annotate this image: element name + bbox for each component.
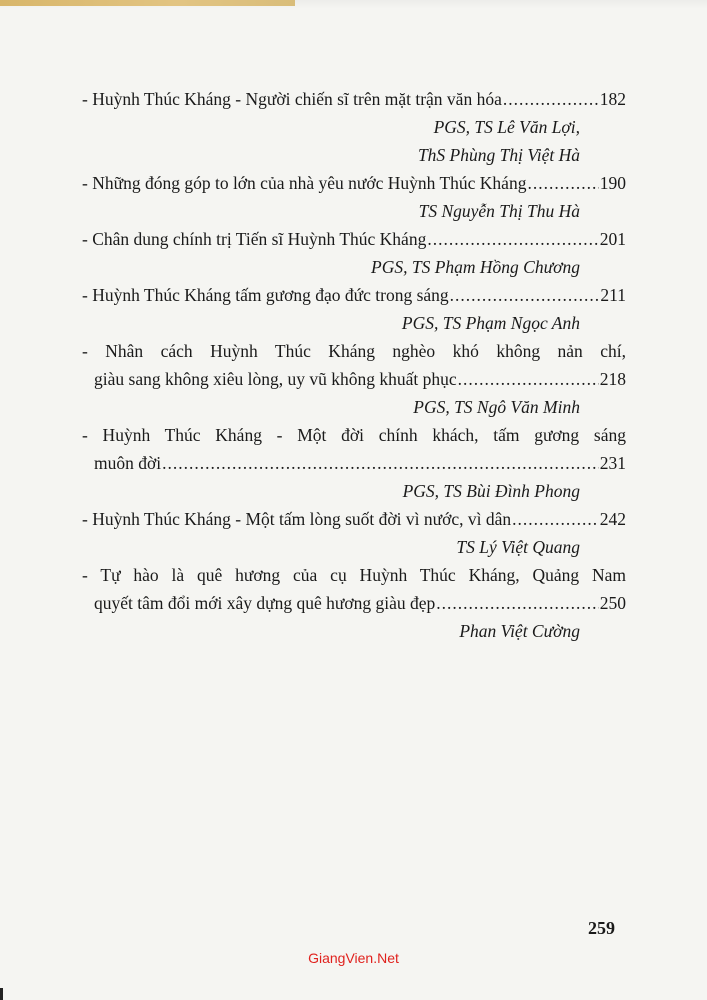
toc-entry-title: - Huỳnh Thúc Kháng - Người chiến sĩ trên mặt trận văn hóa — [82, 89, 502, 109]
dot-leader — [527, 169, 598, 197]
toc-line[interactable] — [82, 589, 626, 617]
toc-entry — [82, 337, 626, 421]
toc-entry-title: - Huỳnh Thúc Kháng - Một đời chính khách, tấm gương sáng — [82, 425, 626, 445]
toc-author: TS Lý Việt Quang — [456, 537, 580, 557]
toc-entry-title-continued: quyết tâm đổi mới xây dựng quê hương giàu đẹp — [94, 593, 436, 613]
toc-author: Phan Việt Cường — [459, 621, 580, 641]
toc-entry-title: - Huỳnh Thúc Kháng tấm gương đạo đức trong sáng — [82, 285, 449, 305]
toc-entry — [82, 281, 626, 337]
toc-line[interactable] — [82, 337, 626, 365]
toc-page-number: 190 — [599, 173, 626, 193]
toc-entry-title: - Chân dung chính trị Tiến sĩ Huỳnh Thúc Kháng — [82, 229, 427, 249]
toc-page-number: 182 — [599, 89, 626, 109]
dot-leader — [458, 365, 599, 393]
toc-author: ThS Phùng Thị Việt Hà — [417, 145, 580, 165]
watermark-link[interactable]: GiangVien.Net — [308, 950, 399, 966]
toc-line[interactable] — [82, 421, 626, 449]
toc-line[interactable] — [82, 449, 626, 477]
toc-entry-title: - Những đóng góp to lớn của nhà yêu nước Huỳnh Thúc Kháng — [82, 173, 527, 193]
table-of-contents — [82, 85, 626, 645]
dot-leader — [503, 85, 599, 113]
toc-author: PGS, TS Lê Văn Lợi, — [433, 117, 580, 137]
toc-line[interactable] — [82, 561, 626, 589]
toc-entry-title-continued: giàu sang không xiêu lòng, uy vũ không khuất phục — [94, 369, 457, 389]
toc-author: PGS, TS Phạm Hồng Chương — [371, 257, 580, 277]
toc-entry-title: - Huỳnh Thúc Kháng - Một tấm lòng suốt đời vì nước, vì dân — [82, 509, 512, 529]
toc-line[interactable] — [82, 281, 626, 309]
toc-author: PGS, TS Phạm Ngọc Anh — [401, 313, 580, 333]
toc-entry-title: - Tự hào là quê hương của cụ Huỳnh Thúc Kháng, Quảng Nam — [82, 565, 626, 585]
toc-line[interactable] — [82, 365, 626, 393]
dot-leader — [512, 505, 599, 533]
toc-entry — [82, 505, 626, 561]
toc-page-number: 211 — [600, 285, 626, 305]
toc-line[interactable] — [82, 505, 626, 533]
toc-entry-title: - Nhân cách Huỳnh Thúc Kháng nghèo khó không nản chí, — [82, 341, 626, 361]
cover-color-strip — [0, 0, 295, 6]
toc-entry — [82, 169, 626, 225]
toc-entry — [82, 421, 626, 505]
toc-page-number: 250 — [599, 593, 626, 613]
toc-line[interactable] — [82, 225, 626, 253]
toc-page-number: 201 — [599, 229, 626, 249]
page-number: 259 — [588, 918, 615, 938]
toc-entry-title-continued: muôn đời — [94, 453, 162, 473]
toc-page-number: 231 — [599, 453, 626, 473]
toc-line[interactable] — [82, 85, 626, 113]
dot-leader — [436, 589, 599, 617]
page-edge-mark — [0, 988, 3, 1000]
toc-author: TS Nguyễn Thị Thu Hà — [418, 201, 580, 221]
toc-author: PGS, TS Ngô Văn Minh — [413, 397, 580, 417]
toc-author: PGS, TS Bùi Đình Phong — [402, 481, 580, 501]
dot-leader — [427, 225, 598, 253]
toc-entry — [82, 85, 626, 169]
toc-page-number: 242 — [599, 509, 626, 529]
toc-entry — [82, 561, 626, 645]
toc-entry — [82, 225, 626, 281]
dot-leader — [162, 449, 599, 477]
dot-leader — [450, 281, 600, 309]
toc-page-number: 218 — [599, 369, 626, 389]
toc-line[interactable] — [82, 169, 626, 197]
